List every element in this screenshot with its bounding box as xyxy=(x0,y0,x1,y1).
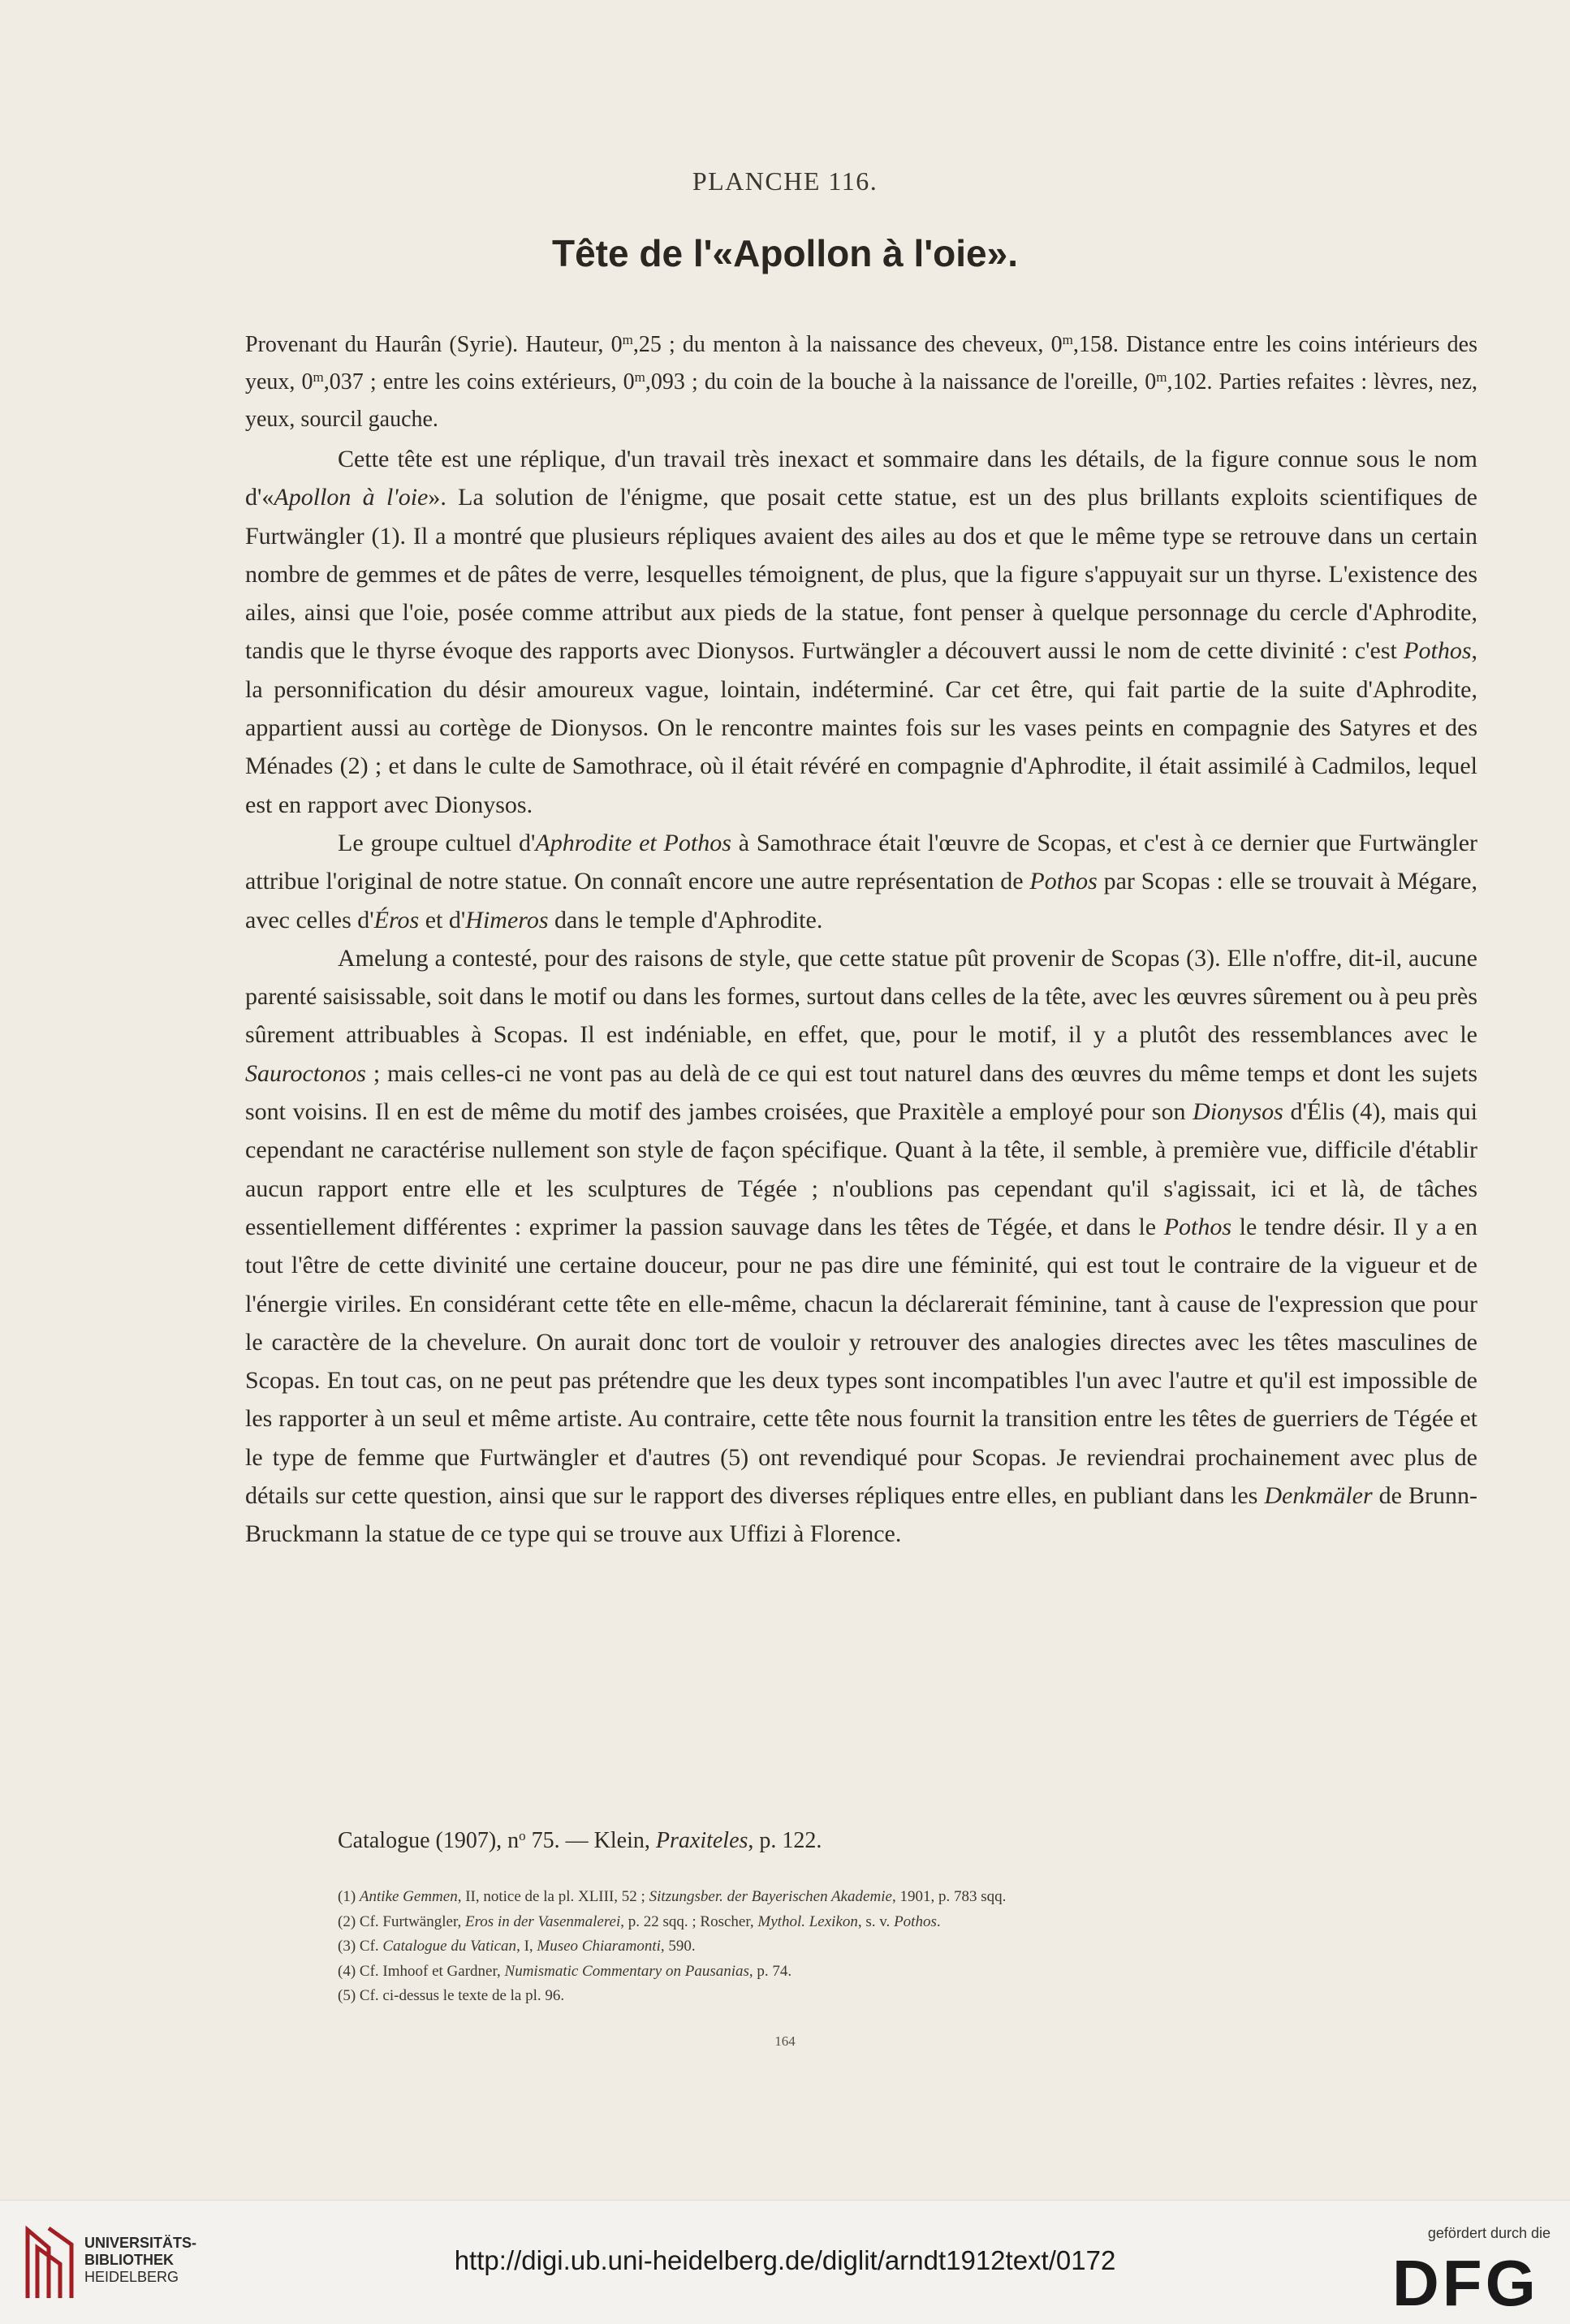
university-library-name: UNIVERSITÄTS- BIBLIOTHEK HEIDELBERG xyxy=(84,2235,197,2285)
paragraph-2: Le groupe cultuel d'Aphrodite et Pothos à Samothrace était l'œuvre de Scopas, et c'est à ce dernier que Furtwängler attribue l'original de notre statue. On connaît encore une autre représentation de Pothos par Scopas : elle se trouvait à Mégare, avec celles d'Éros et d'Himeros dans le temple d'Aphrodite. xyxy=(245,829,1478,933)
footnote-1: (1) Antike Gemmen, II, notice de la pl. XLIII, 52 ; Sitzungsber. der Bayerischen Akademie, 1901, p. 783 sqq. xyxy=(338,1888,1007,1905)
plate-number: PLANCHE 116. xyxy=(692,166,878,196)
footnote-2: (2) Cf. Furtwängler, Eros in der Vasenmalerei, p. 22 sqq. ; Roscher, Mythol. Lexikon, s. v. Pothos. xyxy=(338,1912,941,1930)
footnote-5: (5) Cf. ci-dessus le texte de la pl. 96. xyxy=(338,1987,565,2004)
page-title: Tête de l'«Apollon à l'oie». xyxy=(552,232,1018,274)
footnote-4: (4) Cf. Imhoof et Gardner, Numismatic Commentary on Pausanias, p. 74. xyxy=(338,1962,792,1980)
body-text xyxy=(245,440,1477,1554)
paragraph-1: Cette tête est une réplique, d'un travail très inexact et sommaire dans les détails, de la figure connue sous le nom d'«Apollon à l'oie». La solution de l'énigme, que posait cette statue, est un des plus brillants exploits scientifiques de Furtwängler (1). Il a montré que plusieurs répliques avaient des ailes au dos et que le même type se retrouve dans un certain nombre de gemmes et de pâtes de verre, lesquelles témoignent, de plus, que la figure s'appuyait sur un thyrse. L'existence des ailes, ainsi que l'oie, posée comme attribut aux pieds de la statue, font penser à quelque personnage du cercle d'Aphrodite, tandis que le thyrse évoque des rapports avec Dionysos. Furtwängler a découvert aussi le nom de cette divinité : c'est Pothos, la personnification du désir amoureux vague, lointain, indéterminé. Car cet être, qui fait partie de la suite d'Aphrodite, appartient aussi au cortège de Dionysos. On le rencontre maintes fois sur les vases peints en compagnie des Satyres et des Ménades (2) ; et dans le culte de Samothrace, où il était révéré en compagnie d'Aphrodite, il était assimilé à Cadmilos, lequel est en rapport avec Dionysos. xyxy=(245,446,1477,818)
page-number: 164 xyxy=(774,2033,796,2049)
dfg-logo: DFG xyxy=(1392,2247,1539,2319)
footer-bar xyxy=(0,2200,1570,2324)
funding-label: gefördert durch die xyxy=(1427,2225,1551,2241)
paragraph-3: Amelung a contesté, pour des raisons de style, que cette statue pût provenir de Scopas (3). Elle n'offre, dit-il, aucune parenté saisissable, soit dans le motif ou dans les formes, surtout dans celles de la tête, avec les œuvres sûrement ou à peu près sûrement attribuables à Scopas. Il est indéniable, en effet, que, pour le motif, il y a plutôt des ressemblances avec le Sauroctonos ; mais celles-ci ne vont pas au delà de ce qui est tout naturel dans des œuvres du même temps et dont les sujets sont voisins. Il en est de même du motif des jambes croisées, que Praxitèle a employé pour son Dionysos d'Élis (4), mais qui cependant ne caractérise nullement son style de façon spécifique. Quant à la tête, il semble, à première vue, difficile d'établir aucun rapport entre elle et les sculptures de Tégée ; n'oublions pas cependant qu'il s'agissait, ici et là, de tâches essentiellement différentes : exprimer la passion sauvage dans les têtes de Tégée, et dans le Pothos le tendre désir. Il y a en tout l'être de cette divinité une certaine douceur, pour ne pas dire une féminité, qui est tout le contraire de la vigueur et de l'énergie viriles. En considérant cette tête en elle-même, chacun la déclarerait féminine, tant à cause de l'expression que pour le caractère de la chevelure. On aurait donc tort de vouloir y retrouver des analogies directes avec les têtes masculines de Scopas. En tout cas, on ne peut pas prétendre que les deux types sont incompatibles l'un avec l'autre et qu'il est impossible de les rapporter à un seul et même artiste. Au contraire, cette tête nous fournit la transition entre les têtes de guerriers de Tégée et le type de femme que Furtwängler et d'autres (5) ont revendiqué pour Scopas. Je reviendrai prochainement avec plus de détails sur cette question, ainsi que sur le rapport des diverses répliques entre elles, en publiant dans les Denkmäler de Brunn-Bruckmann la statue de ce type qui se trouve aux Uffizi à Florence. xyxy=(245,944,1478,1548)
footnote-3: (3) Cf. Catalogue du Vatican, I, Museo Chiaramonti, 590. xyxy=(338,1938,696,1955)
intro-paragraph: Provenant du Haurân (Syrie). Hauteur, 0$^m$,25 ; du menton à la naissance des cheveux, 0$^m$,158. Distance entre les coins intérieurs des yeux, 0$^m$,037 ; entre les coins extérieurs, 0$^m$,093 ; du coin de la bouche à la naissance de l'oreille, 0$^m$,102. Parties refaites : lèvres, nez, yeux, sourcil gauche. xyxy=(245,332,1478,432)
catalogue-reference: Catalogue (1907), $n^o$ 75. — Klein, Praxiteles, p. 122. xyxy=(338,1828,822,1853)
source-url-link[interactable]: http://digi.ub.uni-heidelberg.de/diglit/arndt1912text/0172 xyxy=(454,2245,1116,2275)
footnotes xyxy=(338,1885,1006,2009)
